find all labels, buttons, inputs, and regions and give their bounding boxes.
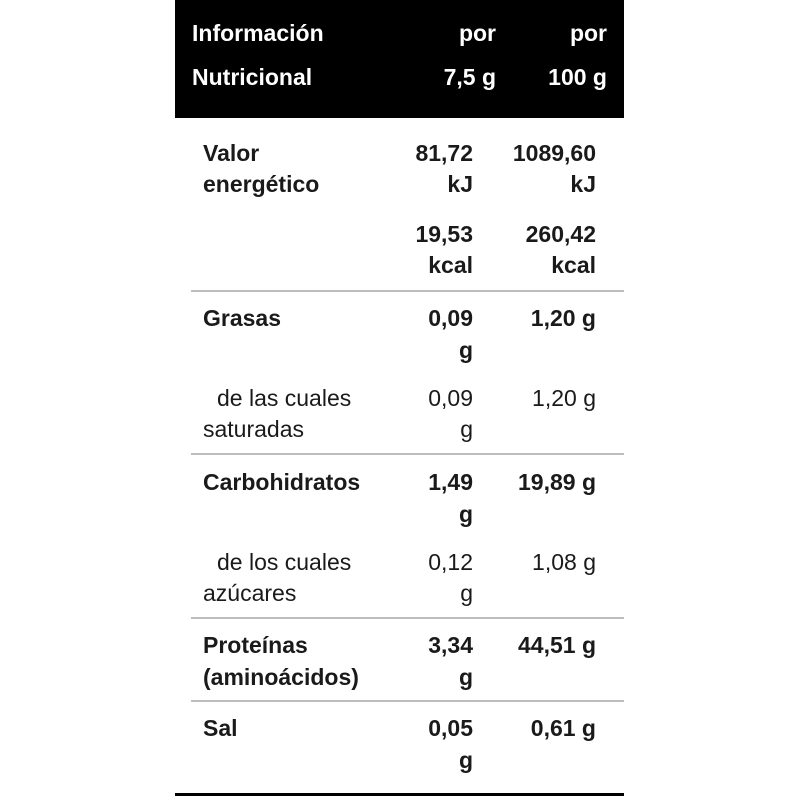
sugars-col2: 1,08 g bbox=[532, 549, 596, 575]
energy-kcal-col1-line2: kcal bbox=[428, 252, 473, 278]
protein-col1-line2: g bbox=[458, 664, 473, 690]
saturated-label-line1: de las cuales bbox=[217, 385, 352, 411]
row-divider bbox=[191, 453, 624, 455]
carbs-col1-line1: 1,49 bbox=[428, 469, 473, 495]
energy-kj-col2-line2: kJ bbox=[570, 171, 596, 197]
salt-col1-line1: 0,05 bbox=[428, 715, 473, 741]
table-header bbox=[175, 0, 624, 118]
header-col2-line2: 100 g bbox=[548, 64, 607, 90]
salt-col1-line2: g bbox=[458, 747, 473, 773]
protein-col1-line1: 3,34 bbox=[428, 632, 473, 658]
protein-col2: 44,51 g bbox=[518, 632, 596, 658]
carbs-label: Carbohidratos bbox=[203, 469, 361, 495]
protein-label-line2: (aminoácidos) bbox=[203, 664, 359, 690]
saturated-label-line2: saturadas bbox=[203, 416, 305, 442]
header-label-line2: Nutricional bbox=[192, 64, 313, 90]
energy-label-line1: Valor bbox=[203, 140, 260, 166]
carbs-col2: 19,89 g bbox=[518, 469, 596, 495]
row-divider bbox=[191, 290, 624, 292]
table-bottom-rule bbox=[175, 793, 624, 796]
saturated-col2: 1,20 g bbox=[532, 385, 596, 411]
fat-col1-line1: 0,09 bbox=[428, 305, 473, 331]
sugars-col1-line1: 0,12 bbox=[428, 549, 473, 575]
row-divider bbox=[191, 700, 624, 702]
energy-kcal-col2-line1: 260,42 bbox=[525, 221, 596, 247]
salt-col2: 0,61 g bbox=[530, 715, 596, 741]
saturated-col1-line1: 0,09 bbox=[428, 385, 473, 411]
header-col1-line1: por bbox=[458, 20, 496, 46]
header-col2-line1: por bbox=[569, 20, 607, 46]
fat-col2: 1,20 g bbox=[530, 305, 596, 331]
header-col1-line2: 7,5 g bbox=[443, 64, 496, 90]
energy-label-line2: energético bbox=[203, 171, 320, 197]
energy-kj-col1-line2: kJ bbox=[447, 171, 473, 197]
salt-label: Sal bbox=[203, 715, 238, 741]
energy-kcal-col1-line1: 19,53 bbox=[415, 221, 473, 247]
energy-kj-col1-line1: 81,72 bbox=[415, 140, 473, 166]
protein-label-line1: Proteínas bbox=[203, 632, 308, 658]
saturated-col1-line2: g bbox=[460, 416, 473, 442]
sugars-label-line2: azúcares bbox=[203, 580, 297, 606]
sugars-label-line1: de los cuales bbox=[217, 549, 352, 575]
fat-label: Grasas bbox=[203, 305, 282, 331]
fat-col1-line2: g bbox=[458, 337, 473, 363]
row-divider bbox=[191, 617, 624, 619]
sugars-col1-line2: g bbox=[460, 580, 473, 606]
energy-kcal-col2-line2: kcal bbox=[551, 252, 596, 278]
nutrition-table bbox=[175, 0, 624, 800]
carbs-col1-line2: g bbox=[458, 501, 473, 527]
header-label-line1: Información bbox=[192, 20, 324, 46]
energy-kj-col2-line1: 1089,60 bbox=[512, 140, 596, 166]
